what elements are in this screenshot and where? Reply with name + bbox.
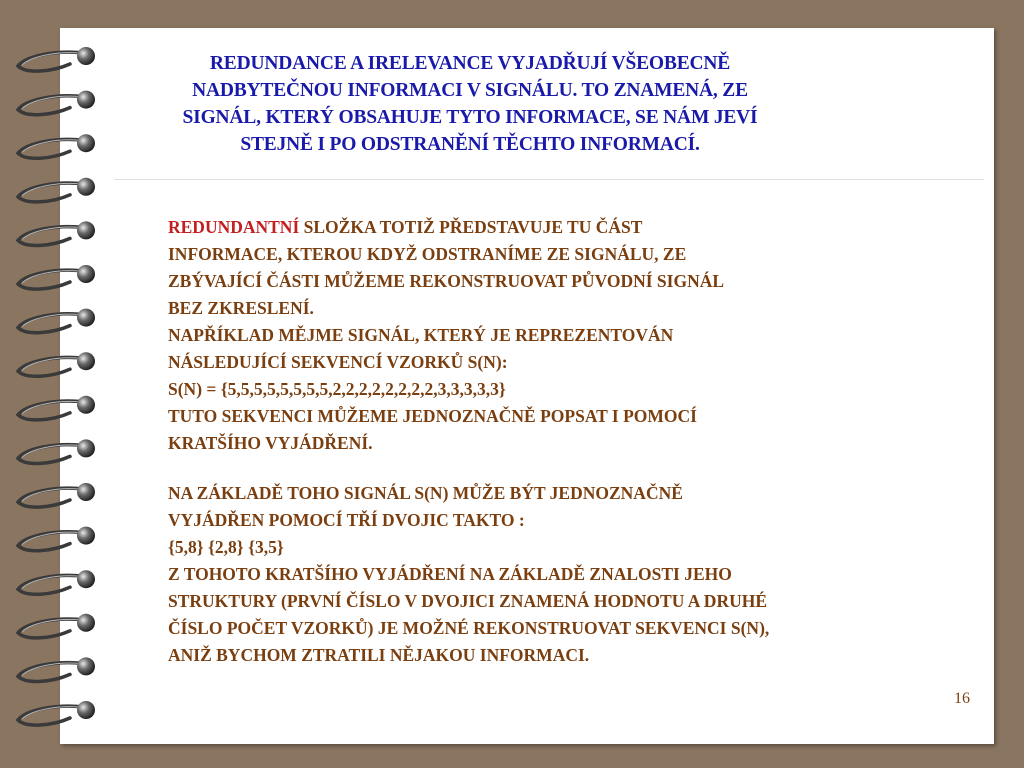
spiral-ring <box>18 527 95 551</box>
page-number: 16 <box>954 690 970 707</box>
text-line: Z TOHOTO KRATŠÍHO VYJÁDŘENÍ NA ZÁKLADĚ ZNALOSTI JEHO <box>168 564 732 584</box>
spiral-ring <box>18 265 95 289</box>
spiral-ring <box>18 657 95 681</box>
spiral-ring <box>18 134 95 158</box>
spiral-ring <box>18 483 95 507</box>
title-divider <box>114 179 984 180</box>
text-line: NÁSLEDUJÍCÍ SEKVENCÍ VZORKŮ S(N): <box>168 352 508 372</box>
notebook-page <box>60 28 994 744</box>
paragraph-redundancy <box>168 214 958 457</box>
spiral-ring <box>18 309 95 333</box>
text-line: ČÍSLO POČET VZORKŮ) JE MOŽNÉ REKONSTRUOVAT SEKVENCI S(N), <box>168 618 770 638</box>
spiral-binding <box>0 0 110 768</box>
text-line: TUTO SEKVENCI MŮŽEME JEDNOZNAČNĚ POPSAT I POMOCÍ <box>168 406 697 426</box>
text-line: BEZ ZKRESLENÍ. <box>168 298 314 318</box>
first-line-text: SLOŽKA TOTIŽ PŘEDSTAVUJE TU ČÁST <box>299 217 643 237</box>
spiral-ring <box>18 91 95 115</box>
spiral-ring <box>18 396 95 420</box>
text-line: KRATŠÍHO VYJÁDŘENÍ. <box>168 433 373 453</box>
text-line: VYJÁDŘEN POMOCÍ TŘÍ DVOJIC TAKTO : <box>168 510 525 530</box>
sequence-line: S(N) = {5,5,5,5,5,5,5,5,2,2,2,2,2,2,2,2,3,3,3,3,3} <box>168 379 506 399</box>
spiral-ring <box>18 221 95 245</box>
spiral-ring <box>18 701 95 725</box>
pairs-line: {5,8} {2,8} {3,5} <box>168 537 284 557</box>
spiral-ring <box>18 178 95 202</box>
spiral-ring <box>18 47 95 71</box>
text-line: STRUKTURY (PRVNÍ ČÍSLO V DVOJICI ZNAMENÁ HODNOTU A DRUHÉ <box>168 591 767 611</box>
text-line: INFORMACE, KTEROU KDYŽ ODSTRANÍME ZE SIGNÁLU, ZE <box>168 244 687 264</box>
text-line: NAPŘÍKLAD MĚJME SIGNÁL, KTERÝ JE REPREZENTOVÁN <box>168 325 674 345</box>
text-line: NA ZÁKLADĚ TOHO SIGNÁL S(N) MŮŽE BÝT JEDNOZNAČNĚ <box>168 483 683 503</box>
spiral-ring <box>18 570 95 594</box>
title-line: NADBYTEČNOU INFORMACI V SIGNÁLU. TO ZNAMENÁ, ZE <box>192 80 748 101</box>
paragraph-pairs <box>168 480 958 669</box>
spiral-ring <box>18 614 95 638</box>
text-line: ZBÝVAJÍCÍ ČÁSTI MŮŽEME REKONSTRUOVAT PŮVODNÍ SIGNÁL <box>168 271 725 291</box>
text-line: ANIŽ BYCHOM ZTRATILI NĚJAKOU INFORMACI. <box>168 645 590 665</box>
title-line: STEJNĚ I PO ODSTRANĚNÍ TĚCHTO INFORMACÍ. <box>240 134 700 155</box>
title-line: REDUNDANCE A IRELEVANCE VYJADŘUJÍ VŠEOBECNĚ <box>209 53 731 74</box>
spiral-ring <box>18 439 95 463</box>
highlight-term: REDUNDANTNÍ <box>168 217 300 237</box>
title-line: SIGNÁL, KTERÝ OBSAHUJE TYTO INFORMACE, SE NÁM JEVÍ <box>182 107 758 128</box>
slide-title <box>170 50 770 158</box>
paragraph-first-line <box>168 214 958 241</box>
spiral-ring <box>18 352 95 376</box>
